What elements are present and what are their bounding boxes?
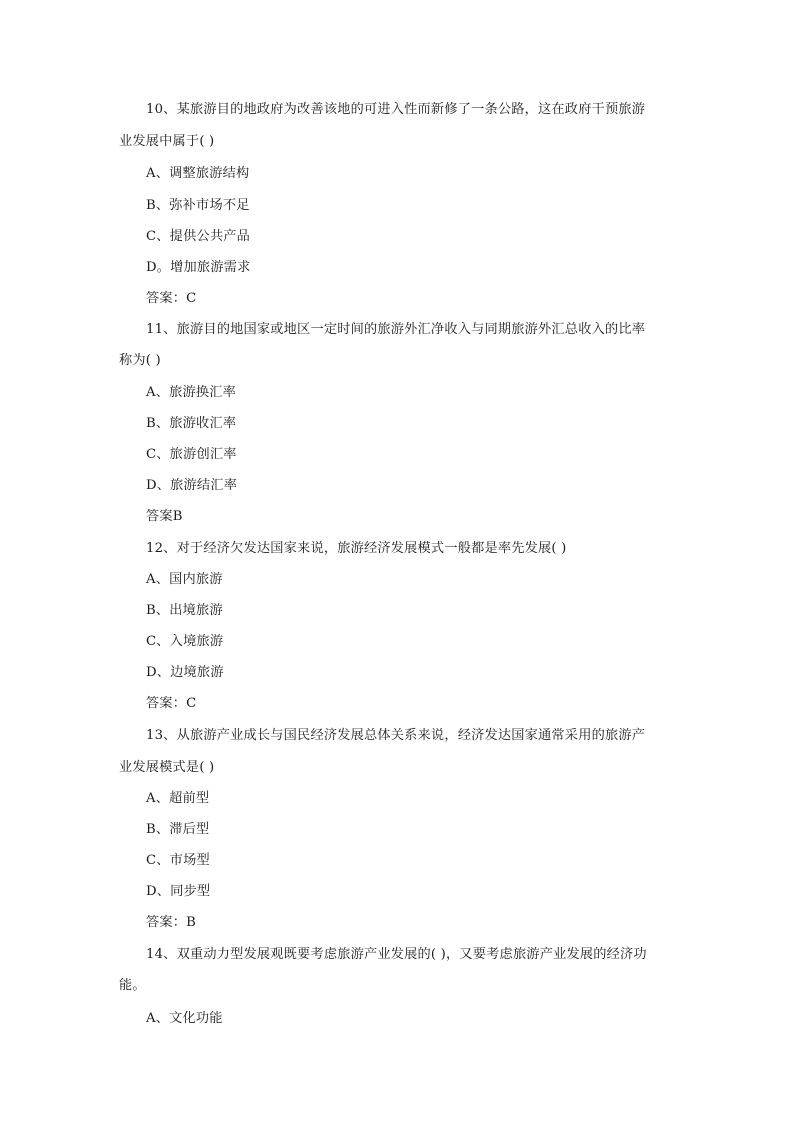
question-10-stem-line1: 10、某旅游目的地政府为改善该地的可进入性而新修了一条公路，这在政府干预旅游	[146, 102, 646, 117]
question-10-option-b: B、弥补市场不足	[146, 198, 250, 213]
question-11-option-a: A、旅游换汇率	[146, 385, 237, 400]
question-13-stem-line2: 业发展模式是( )	[119, 760, 215, 775]
question-11-option-b: B、旅游收汇率	[146, 416, 237, 431]
question-14-option-a: A、文化功能	[146, 1011, 223, 1026]
question-13-stem-line1: 13、从旅游产业成长与国民经济发展总体关系来说，经济发达国家通常采用的旅游产	[146, 728, 646, 743]
question-12-option-c: C、入境旅游	[146, 634, 224, 649]
question-10-answer: 答案：C	[146, 291, 197, 306]
question-12-stem-line1: 12、对于经济欠发达国家来说，旅游经济发展模式一般都是率先发展( )	[146, 541, 567, 556]
question-10-stem-line2: 业发展中属于( )	[119, 134, 215, 149]
question-11-answer: 答案B	[146, 509, 183, 524]
question-13-answer: 答案：B	[146, 915, 197, 930]
question-12-option-d: D、边境旅游	[146, 665, 224, 680]
question-10-option-a: A、调整旅游结构	[146, 166, 250, 181]
question-13-option-a: A、超前型	[146, 791, 210, 806]
question-12-option-a: A、国内旅游	[146, 572, 223, 587]
question-12-option-b: B、出境旅游	[146, 603, 223, 618]
question-10-option-c: C、提供公共产品	[146, 229, 251, 244]
question-12-answer: 答案：C	[146, 696, 197, 711]
question-11-stem-line2: 称为( )	[119, 353, 161, 368]
question-13-option-c: C、市场型	[146, 853, 210, 868]
question-11-option-d: D、旅游结汇率	[146, 478, 238, 493]
question-10-option-d: D。增加旅游需求	[146, 260, 251, 275]
question-14-stem-line2: 能。	[119, 978, 146, 993]
question-13-option-d: D、同步型	[146, 884, 211, 899]
question-13-option-b: B、滞后型	[146, 822, 210, 837]
question-11-stem-line1: 11、旅游目的地国家或地区一定时间的旅游外汇净收入与同期旅游外汇总收入的比率	[146, 322, 646, 337]
question-14-stem-line1: 14、双重动力型发展观既要考虑旅游产业发展的( )，又要考虑旅游产业发展的经济功	[146, 947, 647, 962]
question-11-option-c: C、旅游创汇率	[146, 447, 237, 462]
